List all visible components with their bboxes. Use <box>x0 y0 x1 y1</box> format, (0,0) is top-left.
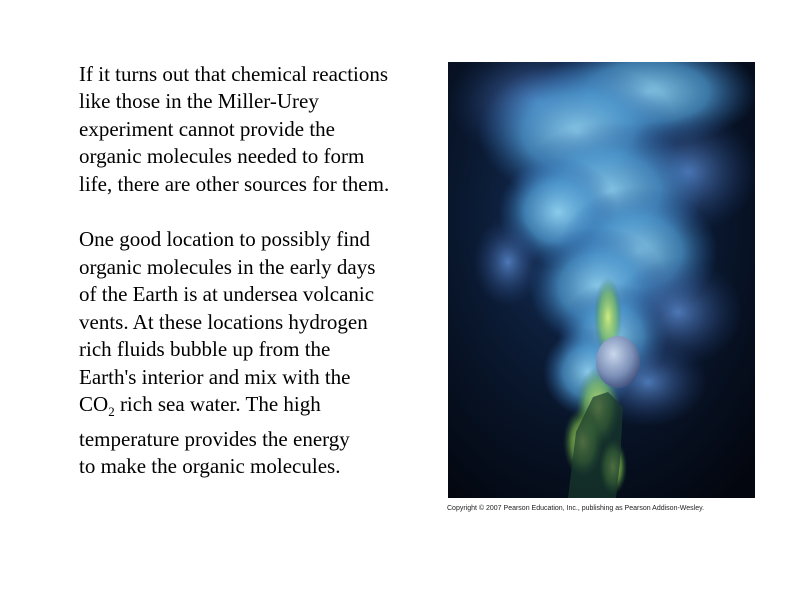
co2-suffix: rich sea water. The high <box>114 392 321 416</box>
paragraph-miller-urey <box>79 61 449 198</box>
text-line: of the Earth is at undersea volcanic <box>79 282 375 306</box>
co2-prefix: CO <box>79 392 109 416</box>
text-line-co2 <box>79 391 449 419</box>
text-line: life, there are other sources for them. <box>79 171 390 196</box>
text-line: experiment cannot provide the <box>79 116 335 141</box>
text-line: temperature provides the energy <box>79 427 350 451</box>
vent-plume-illustration <box>448 62 755 498</box>
text-line: Earth's interior and mix with the <box>79 364 351 389</box>
text-line: organic molecules in the early days <box>79 254 376 279</box>
text-line: vents. At these locations hydrogen <box>79 309 368 334</box>
paragraph-energy <box>79 426 449 480</box>
hydrothermal-vent-photo <box>448 62 755 498</box>
text-line: rich fluids bubble up from the <box>79 337 331 361</box>
paragraph-volcanic-vents <box>79 226 449 419</box>
text-line: If it turns out that chemical reactions <box>79 62 389 86</box>
vent-rock <box>596 336 640 388</box>
text-line: like those in the Miller-Urey <box>79 89 319 114</box>
text-line: to make the organic molecules. <box>79 454 341 478</box>
text-line: organic molecules needed to form <box>79 144 365 169</box>
co2-subscript: 2 <box>108 404 115 419</box>
text-line: One good location to possibly find <box>79 227 371 251</box>
copyright-caption: Copyright © 2007 Pearson Education, Inc., publishing as Pearson Addison-Wesley. <box>447 505 705 512</box>
